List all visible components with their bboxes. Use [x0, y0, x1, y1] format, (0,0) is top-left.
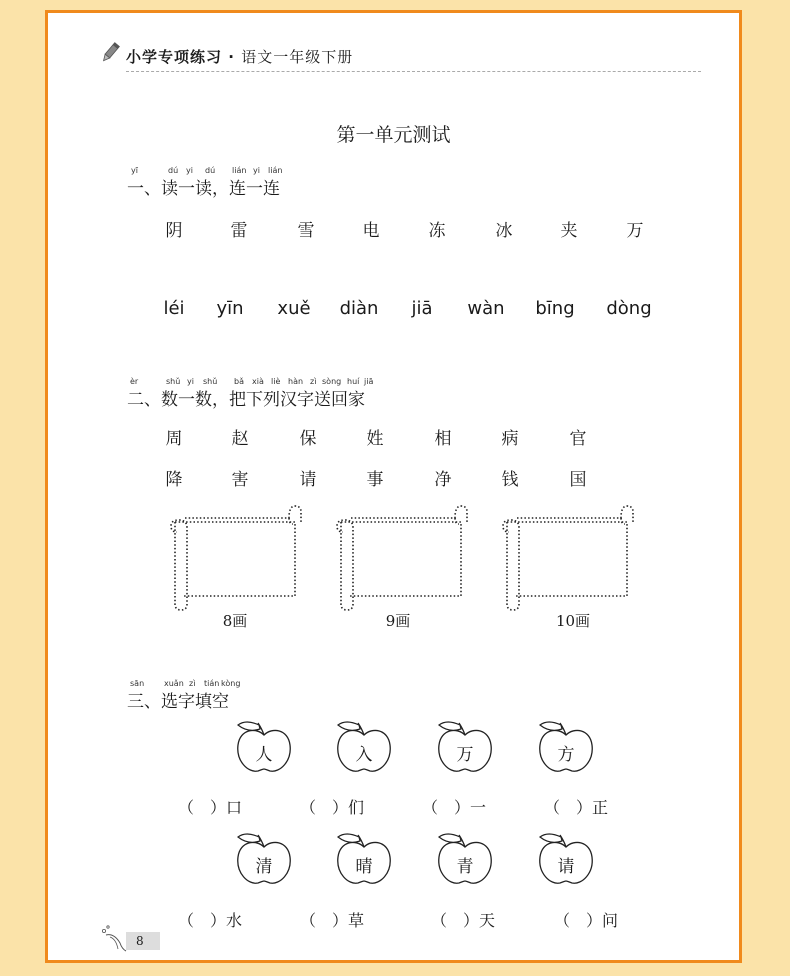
hanzi-char: 万 [626, 221, 644, 241]
hanzi-char: 净 [434, 470, 452, 490]
apple-char: 人 [255, 745, 273, 765]
hanzi-char: 病 [501, 429, 519, 449]
hanzi-char: 赵 [231, 429, 249, 449]
pinyin-annotation: dú [168, 166, 179, 175]
fill-blank[interactable]: （ ）草 [300, 911, 365, 930]
hanzi-char: 官 [569, 429, 587, 449]
section1-title: 一、读一读，连一连 [127, 179, 280, 199]
pinyin-annotation: yi [187, 377, 194, 386]
page-number: 8 [126, 932, 160, 950]
pinyin-annotation: kòng [221, 679, 241, 688]
hanzi-char: 钱 [501, 470, 519, 490]
pinyin-word: yīn [216, 298, 244, 319]
pencil-icon [98, 41, 122, 65]
apple-char: 万 [456, 745, 474, 765]
pinyin-annotation: yi [186, 166, 193, 175]
pinyin-annotation: sòng [322, 377, 342, 386]
hanzi-char: 冻 [428, 221, 446, 241]
fill-blank[interactable]: （ ）们 [300, 798, 365, 817]
hanzi-char: 事 [366, 470, 384, 490]
fill-blank[interactable]: （ ）问 [554, 911, 619, 930]
pinyin-word: léi [163, 298, 185, 319]
pinyin-annotation: lián [268, 166, 283, 175]
apple-card[interactable] [332, 719, 396, 777]
pinyin-annotation: xià [252, 377, 264, 386]
pinyin-annotation: zì [310, 377, 317, 386]
header-title [126, 46, 353, 67]
hanzi-char: 相 [434, 429, 452, 449]
hanzi-char: 电 [362, 221, 380, 241]
hanzi-char: 夹 [560, 221, 578, 241]
apple-char: 清 [255, 857, 273, 877]
pinyin-annotation: bǎ [234, 377, 244, 386]
pinyin-annotation: lián [232, 166, 247, 175]
pinyin-word: dòng [606, 298, 652, 319]
apple-char: 入 [355, 745, 373, 765]
apple-card[interactable] [232, 719, 296, 777]
apple-card[interactable] [232, 831, 296, 889]
scroll-box-8[interactable] [165, 500, 305, 615]
header-main-title: 小学专项练习 [126, 48, 223, 66]
worksheet-page [45, 10, 742, 963]
hanzi-char: 姓 [366, 429, 384, 449]
hanzi-char: 害 [231, 470, 249, 490]
pinyin-annotation: dú [205, 166, 216, 175]
test-title: 第一单元测试 [336, 124, 451, 146]
section2-title: 二、数一数，把下列汉字送回家 [127, 390, 365, 410]
header-subtitle: 语文一年级下册 [241, 48, 354, 66]
pinyin-annotation: shǔ [203, 377, 218, 386]
pinyin-annotation: huí [347, 377, 360, 386]
pinyin-annotation: èr [130, 377, 139, 386]
hanzi-char: 雪 [297, 221, 315, 241]
house-label-9: 9画 [385, 612, 411, 630]
apple-card[interactable] [433, 719, 497, 777]
pinyin-annotation: shǔ [166, 377, 181, 386]
scroll-box-9[interactable] [331, 500, 471, 615]
apple-char: 青 [456, 857, 474, 877]
swirl-icon [100, 923, 128, 953]
fill-blank[interactable]: （ ）水 [178, 911, 243, 930]
hanzi-char: 雷 [230, 221, 248, 241]
fill-blank[interactable]: （ ）正 [544, 798, 609, 817]
house-label-8: 8画 [222, 612, 248, 630]
pinyin-word: jiā [411, 298, 433, 319]
pinyin-word: wàn [467, 298, 505, 319]
pinyin-annotation: xuǎn [164, 679, 184, 688]
hanzi-char: 保 [299, 429, 317, 449]
fill-blank[interactable]: （ ）天 [431, 911, 496, 930]
apple-char: 晴 [355, 857, 373, 877]
pinyin-annotation: zì [189, 679, 196, 688]
apple-card[interactable] [534, 719, 598, 777]
section3-title: 三、选字填空 [127, 692, 229, 712]
hanzi-char: 冰 [495, 221, 513, 241]
pinyin-word: diàn [339, 298, 379, 319]
header-divider [126, 71, 701, 72]
apple-char: 请 [557, 857, 575, 877]
apple-char: 方 [557, 745, 575, 765]
scroll-box-10[interactable] [497, 500, 637, 615]
pinyin-annotation: tián [204, 679, 220, 688]
fill-blank[interactable]: （ ）一 [422, 798, 487, 817]
pinyin-word: bīng [535, 298, 575, 319]
pinyin-annotation: hàn [288, 377, 304, 386]
pinyin-annotation: liè [271, 377, 281, 386]
hanzi-char: 降 [165, 470, 183, 490]
apple-card[interactable] [433, 831, 497, 889]
pinyin-annotation: sān [130, 679, 145, 688]
hanzi-char: 国 [569, 470, 587, 490]
pinyin-annotation: yi [253, 166, 260, 175]
header-dot: · [228, 48, 235, 66]
hanzi-char: 请 [299, 470, 317, 490]
fill-blank[interactable]: （ ）口 [178, 798, 243, 817]
hanzi-char: 周 [165, 429, 183, 449]
house-label-10: 10画 [555, 612, 591, 630]
apple-card[interactable] [332, 831, 396, 889]
pinyin-annotation: jiā [364, 377, 374, 386]
pinyin-word: xuě [277, 298, 311, 319]
apple-card[interactable] [534, 831, 598, 889]
hanzi-char: 阴 [165, 221, 183, 241]
pinyin-annotation: yī [131, 166, 138, 175]
